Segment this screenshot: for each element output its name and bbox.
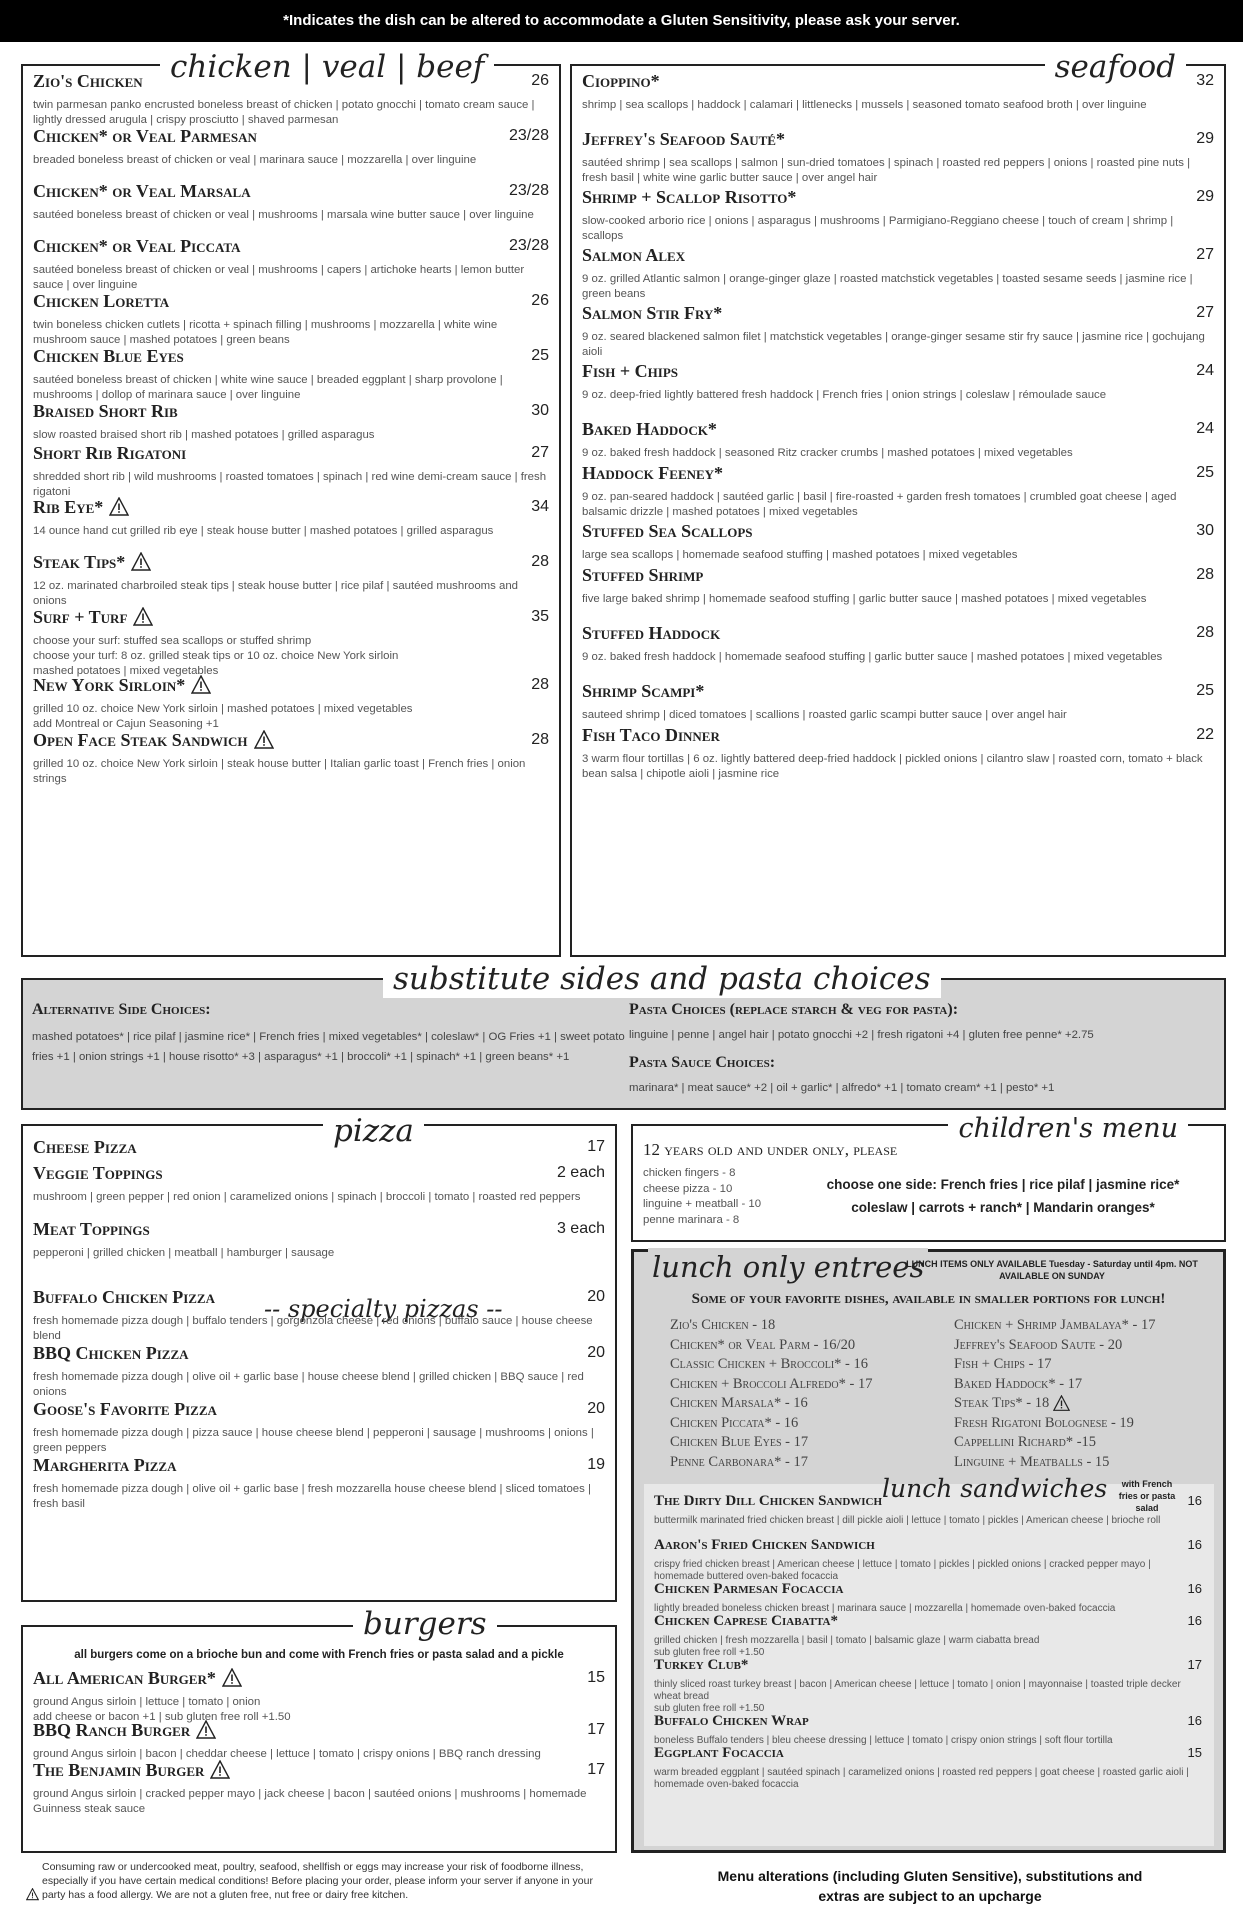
menu-item-title: Cioppino* (582, 71, 660, 91)
sandwich-item-name (654, 1578, 1202, 1600)
burger-item-name (33, 1667, 605, 1689)
menu-item-price: 25 (1196, 682, 1214, 699)
sandwich-item-description: grilled chicken | fresh mozzarella | basil | tomato | balsamic glaze | warm ciabatta bread sub gluten free roll +1.50 (654, 1635, 1040, 1658)
burger-item (33, 1759, 605, 1817)
specialty-pizza-item-price: 19 (587, 1456, 605, 1473)
menu-item (33, 345, 549, 403)
burger-item-title: All American Burger* (33, 1668, 216, 1688)
menu-item (33, 125, 549, 168)
lunch-item (954, 1355, 1155, 1375)
sandwich-note: with French fries or pasta salad (1118, 1479, 1176, 1513)
burger-item-description: ground Angus sirloin | lettuce | tomato | onion add cheese or bacon +1 | sub gluten free roll +1.50 (33, 1696, 291, 1723)
pizza-item-title: Veggie Toppings (33, 1163, 163, 1183)
menu-item-title: Shrimp + Scallop Risotto* (582, 187, 797, 207)
lunch-item (670, 1355, 872, 1375)
lunch-item-label: Chicken Piccata* - 16 (670, 1414, 799, 1431)
childrens-title: children's menu (948, 1110, 1188, 1148)
menu-item-title: Haddock Feeney* (582, 463, 724, 483)
lunch-item (954, 1375, 1155, 1395)
menu-item-price: 27 (531, 444, 549, 461)
childrens-items (643, 1166, 761, 1228)
menu-item-name (582, 418, 1214, 440)
lunch-item (954, 1394, 1155, 1414)
warning-icon (191, 675, 211, 695)
burgers-section (21, 1606, 617, 1853)
pizza-item-price: 17 (587, 1138, 605, 1155)
pizza-title: pizza (323, 1112, 424, 1150)
sandwich-item (654, 1610, 1202, 1659)
menu-item-description: 9 oz. deep-fried lightly battered fresh haddock | French fries | onion strings | coleslaw | rémoulade sauce (582, 389, 1107, 401)
lunch-item-label: Chicken + Shrimp Jambalaya* - 17 (954, 1317, 1156, 1333)
sandwich-item (654, 1742, 1202, 1791)
seafood-section (570, 49, 1226, 957)
menu-item (33, 551, 549, 609)
sandwich-item-title: Buffalo Chicken Wrap (654, 1713, 809, 1729)
lunch-right-column (954, 1316, 1155, 1472)
menu-item-title: Braised Short Rib (33, 401, 178, 421)
menu-item-title: Fish Taco Dinner (582, 725, 720, 745)
menu-item-title: Chicken Loretta (33, 291, 170, 311)
specialty-pizza-item-price: 20 (587, 1400, 605, 1417)
menu-item (582, 520, 1214, 563)
lunch-item (954, 1336, 1155, 1356)
childrens-side-line-1: choose one side: French fries | rice pilaf | jasmine rice* (826, 1177, 1180, 1192)
menu-item-price: 27 (1196, 304, 1214, 321)
sandwich-item-title: Aaron's Fried Chicken Sandwich (654, 1537, 875, 1553)
menu-item-description: 3 warm flour tortillas | 6 oz. lightly battered deep-fried haddock | pickled onions | cilantro slaw | roasted corn, tomato + black bean salsa | chipotle aioli | jasmine rice (582, 753, 1203, 780)
burger-item-name (33, 1759, 605, 1781)
menu-item-price: 29 (1196, 188, 1214, 205)
menu-item-price: 26 (531, 72, 549, 89)
menu-item-title: Stuffed Haddock (582, 623, 721, 643)
menu-item-name (582, 680, 1214, 702)
sandwich-item-description: boneless Buffalo tenders | bleu cheese dressing | lettuce | tomato | crispy onion strings | soft flour tortilla (654, 1735, 1113, 1746)
menu-item-description: twin parmesan panko encrusted boneless breast of chicken | potato gnocchi | tomato cream sauce | lightly dressed arugula | crispy prosciutto | shaved parmesan (33, 99, 535, 126)
menu-item-price: 28 (1196, 566, 1214, 583)
menu-item-title: Rib Eye* (33, 497, 104, 517)
menu-item-price: 27 (1196, 246, 1214, 263)
pizza-item-description: mushroom | green pepper | red onion | caramelized onions | spinach | broccoli | tomato | roasted red peppers (33, 1191, 581, 1203)
lunch-item (670, 1433, 872, 1453)
menu-item-price: 25 (1196, 464, 1214, 481)
sandwich-item-description: thinly sliced roast turkey breast | bacon | American cheese | lettuce | tomato | onion | mayonnaise | toasted triple decker wheat bread sub gluten free roll +1.50 (654, 1679, 1181, 1714)
menu-item (582, 680, 1214, 723)
childrens-item: chicken fingers - 8 (643, 1167, 736, 1179)
menu-item-price: 30 (531, 402, 549, 419)
childrens-header: 12 years old and under only, please (643, 1140, 898, 1159)
pizza-item (33, 1218, 605, 1261)
lunch-item-label: Jeffrey's Seafood Saute - 20 (954, 1336, 1123, 1353)
specialty-pizza-item (33, 1342, 605, 1400)
sandwich-item-description: warm breaded eggplant | sautéed spinach | caramelized onions | roasted red peppers | goat cheese | roasted garlic aioli | homemade oven-baked focaccia (654, 1767, 1189, 1790)
sandwich-item-price: 16 (1187, 1581, 1202, 1596)
menu-item-price: 29 (1196, 130, 1214, 147)
specialty-pizza-item-name (33, 1286, 605, 1308)
lunch-item (954, 1433, 1155, 1453)
menu-item-name (33, 180, 549, 202)
seafood-title: seafood (1045, 48, 1186, 86)
specialty-pizza-item-title: Goose's Favorite Pizza (33, 1399, 217, 1419)
sandwich-item-name (654, 1490, 1202, 1512)
burger-item-title: The Benjamin Burger (33, 1760, 205, 1780)
specialty-pizza-item-name (33, 1342, 605, 1364)
menu-item-name (33, 606, 549, 628)
menu-item-price: 35 (531, 608, 549, 625)
menu-item (33, 729, 549, 787)
pasta-sauce-text: marinara* | meat sauce* +2 | oil + garlic* | alfredo* +1 | tomato cream* +1 | pesto* +1 (629, 1082, 1055, 1094)
sandwich-item-title: Chicken Parmesan Focaccia (654, 1581, 844, 1597)
warning-icon (109, 497, 129, 517)
sandwich-item-price: 16 (1187, 1493, 1202, 1508)
menu-item-title: Zio's Chicken (33, 71, 143, 91)
menu-item (582, 302, 1214, 360)
menu-item-description: 9 oz. baked fresh haddock | seasoned Ritz cracker crumbs | mashed potatoes | mixed vegetables (582, 447, 1073, 459)
menu-item (582, 724, 1214, 782)
menu-item-title: New York Sirloin* (33, 675, 186, 695)
menu-item-name (582, 724, 1214, 746)
sandwich-item-name (654, 1610, 1202, 1632)
menu-item-name (33, 551, 549, 573)
menu-item-description: choose your surf: stuffed sea scallops or stuffed shrimp choose your turf: 8 oz. grilled steak tips or 10 oz. choice New York sirloin mashed potatoes | mixed vegetables (33, 635, 399, 677)
childrens-item: linguine + meatball - 10 (643, 1198, 762, 1210)
lunch-subtitle: Some of your favorite dishes, available in smaller portions for lunch! (691, 1291, 1166, 1307)
childrens-item: cheese pizza - 10 (643, 1182, 733, 1195)
menu-item-title: Stuffed Sea Scallops (582, 521, 753, 541)
menu-item-description: grilled 10 oz. choice New York sirloin | steak house butter | Italian garlic toast | French fries | onion strings (33, 758, 526, 785)
burger-item (33, 1719, 605, 1762)
menu-item-description: sautéed shrimp | sea scallops | salmon | sun-dried tomatoes | spinach | roasted red peppers | onions | roasted pine nuts | fresh basil | white wine garlic butter sauce | over angel hair (582, 157, 1191, 184)
sandwich-panel (644, 1474, 1214, 1846)
menu-item-name (33, 496, 549, 518)
pasta-choices-title: Pasta Choices (replace starch & veg for pasta): (629, 1001, 959, 1018)
menu-item-name (582, 360, 1214, 382)
childrens-side-line-2: coleslaw | carrots + ranch* | Mandarin oranges* (851, 1200, 1155, 1215)
menu-item-description: five large baked shrimp | homemade seafood stuffing | garlic butter sauce | mashed potatoes | mixed vegetables (582, 593, 1147, 605)
specialty-pizza-item-title: Buffalo Chicken Pizza (33, 1287, 215, 1307)
burger-item-title: BBQ Ranch Burger (33, 1720, 191, 1740)
menu-item-price: 28 (1196, 624, 1214, 641)
menu-item-title: Stuffed Shrimp (582, 565, 704, 585)
specialty-pizza-item-price: 20 (587, 1288, 605, 1305)
sandwich-item-name (654, 1742, 1202, 1764)
menu-item (582, 622, 1214, 665)
lunch-item (954, 1316, 1155, 1336)
footer-upcharge-note: Menu alterations (including Gluten Sensitive), substitutions and extras are subject to an upcharge (717, 1868, 1143, 1904)
sandwich-item-price: 16 (1187, 1613, 1202, 1628)
lunch-item (670, 1394, 872, 1414)
menu-item-description: 14 ounce hand cut grilled rib eye | steak house butter | mashed potatoes | grilled asparagus (33, 525, 494, 537)
menu-item-title: Fish + Chips (582, 361, 678, 381)
menu-item-name (33, 290, 549, 312)
lunch-item-label: Chicken Marsala* - 16 (670, 1395, 808, 1411)
menu-item (33, 235, 549, 293)
lunch-item (670, 1414, 872, 1434)
menu-item-name (33, 70, 549, 92)
menu-item-title: Shrimp Scampi* (582, 681, 705, 701)
substitute-section (21, 961, 1226, 1110)
burger-item-description: ground Angus sirloin | cracked pepper mayo | jack cheese | bacon | sautéed onions | mushrooms | homemade Guinness steak sauce (33, 1788, 587, 1815)
substitute-title: substitute sides and pasta choices (383, 960, 941, 998)
footer-disclaimer-text: Consuming raw or undercooked meat, poultry, seafood, shellfish or eggs may increase your risk of foodborne illness, especially if you have certain medical conditions! Before placing your order, please inform your server if anyone in your party has a food allergy. We are not a gluten free, nut free or dairy free kitchen. (42, 1861, 593, 1901)
lunch-section (631, 1249, 1226, 1853)
burger-note: all burgers come on a brioche bun and come with French fries or pasta salad and a pickle (74, 1649, 564, 1661)
childrens-sides (788, 1173, 1218, 1219)
menu-item (582, 70, 1214, 113)
pizza-item-title: Cheese Pizza (33, 1137, 137, 1157)
menu-item-title: Chicken* or Veal Parmesan (33, 126, 257, 146)
chicken-veal-beef-title: chicken | veal | beef (160, 48, 494, 86)
menu-item-description: sautéed boneless breast of chicken or veal | mushrooms | capers | artichoke hearts | lemon butter sauce | over linguine (33, 264, 525, 291)
menu-item-title: Surf + Turf (33, 607, 128, 627)
sandwich-item (654, 1654, 1202, 1715)
lunch-item (670, 1316, 872, 1336)
alternative-sides-text: mashed potatoes* | rice pilaf | jasmine rice* | French fries | mixed vegetables* | coleslaw* | OG Fries +1 | sweet potato fries +1 | onion strings +1 | house risotto* +3 | asparagus* +1 | broccoli* +1 | spinach* +1 | green beans* +1 (32, 1031, 625, 1063)
specialty-pizza-item-title: Margherita Pizza (33, 1455, 177, 1475)
chicken-veal-beef-section (21, 49, 561, 957)
specialty-pizza-item-name (33, 1398, 605, 1420)
sandwich-item-price: 15 (1187, 1745, 1202, 1760)
pizza-section (21, 1113, 617, 1602)
menu-item-title: Chicken Blue Eyes (33, 346, 184, 366)
menu-item (33, 606, 549, 679)
sandwich-item-name (654, 1710, 1202, 1732)
sandwich-item-price: 17 (1187, 1657, 1202, 1672)
menu-item-description: sautéed boneless breast of chicken | white wine sauce | breaded eggplant | sharp provolone | mushrooms | dollop of marinara sauce | over linguine (33, 374, 503, 401)
menu-item-price: 24 (1196, 362, 1214, 379)
menu-item-description: breaded boneless breast of chicken or veal | marinara sauce | mozzarella | over linguine (33, 154, 477, 166)
menu-item-name (582, 520, 1214, 542)
warning-icon (254, 730, 274, 750)
pizza-item-price: 2 each (556, 1164, 605, 1181)
menu-item-name (33, 442, 549, 464)
burger-item-price: 17 (587, 1721, 605, 1738)
menu-item-price: 28 (531, 553, 549, 570)
lunch-title: lunch only entrees (648, 1248, 928, 1286)
lunch-item-label: Chicken Blue Eyes - 17 (670, 1434, 809, 1450)
menu-item (33, 442, 549, 500)
sandwich-item-title: Eggplant Focaccia (654, 1745, 784, 1761)
pizza-item (33, 1136, 605, 1158)
lunch-item-label: Fresh Rigatoni Bolognese - 19 (954, 1414, 1134, 1431)
menu-item-title: Short Rib Rigatoni (33, 443, 187, 463)
menu-item-title: Salmon Stir Fry* (582, 303, 723, 323)
menu-item-description: 9 oz. baked fresh haddock | homemade seafood stuffing | garlic butter sauce | mashed potatoes | mixed vegetables (582, 651, 1163, 663)
lunch-item-label: Cappellini Richard* -15 (954, 1434, 1097, 1450)
menu-item-description: 9 oz. grilled Atlantic salmon | orange-ginger glaze | roasted matchstick vegetables | toasted sesame seeds | jasmine rice | green beans (582, 273, 1193, 300)
menu-item-price: 30 (1196, 522, 1214, 539)
footer-warning-icon (26, 1888, 39, 1901)
menu-item-title: Baked Haddock* (582, 419, 717, 439)
sandwich-item-title: Turkey Club* (654, 1657, 749, 1673)
specialty-pizza-item (33, 1286, 605, 1344)
warning-icon (210, 1760, 230, 1780)
pasta-choices-text: linguine | penne | angel hair | potato gnocchi +2 | fresh rigatoni +4 | gluten free penne* +2.75 (629, 1029, 1094, 1041)
pizza-item (33, 1162, 605, 1205)
warning-icon (133, 607, 153, 627)
menu-item-name (33, 729, 549, 751)
menu-item (33, 290, 549, 348)
warning-icon (131, 552, 151, 572)
menu-item-description: large sea scallops | homemade seafood stuffing | mashed potatoes | mixed vegetables (582, 549, 1018, 561)
childrens-item: penne marinara - 8 (643, 1213, 740, 1226)
menu-item (582, 564, 1214, 607)
sandwich-item-description: lightly breaded boneless chicken breast | marinara sauce | mozzarella | homemade oven-baked focaccia (654, 1603, 1116, 1614)
menu-item (33, 674, 549, 732)
menu-item (33, 180, 549, 223)
menu-item-name (33, 235, 549, 257)
menu-item-title: Steak Tips* (33, 552, 126, 572)
menu-item (33, 496, 549, 539)
menu-item-description: slow roasted braised short rib | mashed potatoes | grilled asparagus (33, 429, 375, 441)
lunch-item-label: Zio's Chicken - 18 (670, 1317, 776, 1333)
specialty-pizza-item-title: BBQ Chicken Pizza (33, 1343, 189, 1363)
menu-item-name (582, 302, 1214, 324)
specialty-pizza-item (33, 1454, 605, 1512)
specialty-pizza-item-description: fresh homemade pizza dough | olive oil + garlic base | house cheese blend | grilled chicken | BBQ sauce | red onions (33, 1371, 584, 1398)
menu-item-name (582, 462, 1214, 484)
pasta-sauce-title: Pasta Sauce Choices: (629, 1054, 776, 1071)
specialty-pizza-item-description: fresh homemade pizza dough | olive oil + garlic base | fresh mozzarella house cheese blend | sliced tomatoes | fresh basil (33, 1483, 591, 1510)
burger-item (33, 1667, 605, 1725)
menu-item-description: sauteed shrimp | diced tomatoes | scallions | roasted garlic scampi butter sauce | over angel hair (582, 709, 1067, 721)
menu-item-title: Salmon Alex (582, 245, 686, 265)
lunch-item (670, 1453, 872, 1473)
specialty-pizza-item-description: fresh homemade pizza dough | pizza sauce | house cheese blend | pepperoni | sausage | mushrooms | onions | green peppers (33, 1427, 594, 1454)
menu-item-price: 25 (531, 347, 549, 364)
menu-item-price: 28 (531, 731, 549, 748)
menu-item-title: Jeffrey's Seafood Sauté* (582, 129, 785, 149)
sandwich-item-name (654, 1534, 1202, 1556)
menu-item-price: 34 (531, 498, 549, 515)
menu-item (582, 418, 1214, 461)
menu-item-price: 23/28 (508, 127, 549, 144)
menu-item-description: twin boneless chicken cutlets | ricotta + spinach filling | mushrooms | mozzarella | white wine mushroom sauce | mashed potatoes | green beans (33, 319, 498, 346)
menu-item-description: 9 oz. seared blackened salmon filet | matchstick vegetables | orange-ginger sesame stir fry sauce | jasmine rice | gochujang aioli (582, 331, 1205, 358)
pizza-item-name (33, 1162, 605, 1184)
menu-item-title: Open Face Steak Sandwich (33, 730, 248, 750)
pizza-item-name (33, 1136, 605, 1158)
specialty-pizza-item-price: 20 (587, 1344, 605, 1361)
sandwich-item (654, 1534, 1202, 1583)
menu-item (582, 462, 1214, 520)
lunch-item (670, 1336, 872, 1356)
lunch-item-label: Chicken* or Veal Parm - 16/20 (670, 1336, 856, 1353)
sandwich-item-description: buttermilk marinated fried chicken breast | dill pickle aioli | lettuce | tomato | pickles | American cheese | brioche roll (654, 1515, 1161, 1526)
specialty-pizzas-title: -- specialty pizzas -- (258, 1290, 508, 1328)
lunch-item-label: Penne Carbonara* - 17 (670, 1453, 808, 1470)
burger-item-description: ground Angus sirloin | bacon | cheddar cheese | lettuce | tomato | crispy onions | BBQ ranch dressing (33, 1748, 541, 1760)
lunch-item-label: Linguine + Meatballs - 15 (954, 1453, 1110, 1470)
alternative-sides-title: Alternative Side Choices: (32, 1001, 211, 1018)
pizza-item-description: pepperoni | grilled chicken | meatball | hamburger | sausage (33, 1247, 335, 1259)
menu-item (33, 400, 549, 443)
menu-item (33, 70, 549, 128)
menu-item-description: grilled 10 oz. choice New York sirloin | mashed potatoes | mixed vegetables add Montreal or Cajun Seasoning +1 (33, 703, 413, 730)
gluten-banner: *Indicates the dish can be altered to accommodate a Gluten Sensitivity, please ask your server. (0, 0, 1243, 42)
menu-item-name (33, 345, 549, 367)
specialty-pizza-item-description: fresh homemade pizza dough | buffalo tenders | gorgonzola cheese | red onions | buffalo sauce | house cheese blend (33, 1315, 593, 1342)
menu-item-name (33, 674, 549, 696)
sandwich-item-name (654, 1654, 1202, 1676)
menu-item-name (582, 564, 1214, 586)
warning-icon (196, 1720, 216, 1740)
menu-item-description: 12 oz. marinated charbroiled steak tips | steak house butter | rice pilaf | sautéed mushrooms and onions (33, 580, 519, 607)
menu-item-price: 23/28 (508, 237, 549, 254)
lunch-item-label: Fish + Chips - 17 (954, 1356, 1052, 1372)
pizza-item-name (33, 1218, 605, 1240)
pizza-item-price: 3 each (556, 1220, 605, 1237)
menu-item-price: 32 (1196, 72, 1214, 89)
burgers-title: burgers (353, 1605, 497, 1643)
burger-item-price: 15 (587, 1669, 605, 1686)
menu-item-description: shrimp | sea scallops | haddock | calamari | littlenecks | mussels | seasoned tomato seafood broth | over linguine (582, 99, 1147, 111)
menu-item-description: slow-cooked arborio rice | onions | asparagus | mushrooms | Parmigiano-Reggiano cheese | touch of cream | shrimp | scallops (582, 215, 1174, 242)
lunch-note: LUNCH ITEMS ONLY AVAILABLE Tuesday - Saturday until 4pm. NOT AVAILABLE ON SUNDAY (906, 1259, 1198, 1281)
warning-icon (1053, 1395, 1070, 1412)
lunch-left-column (670, 1316, 872, 1472)
burger-item-price: 17 (587, 1761, 605, 1778)
menu-item-description: shredded short rib | wild mushrooms | roasted tomatoes | spinach | red wine demi-cream sauce | fresh rigatoni (33, 471, 547, 498)
lunch-item-label: Chicken + Broccoli Alfredo* - 17 (670, 1375, 873, 1392)
menu-item-description: 9 oz. pan-seared haddock | sautéed garlic | basil | fire-roasted + garden fresh tomatoes | crumbled goat cheese | aged balsamic drizzle | mashed potatoes | mixed vegetables (582, 491, 1177, 518)
menu-item-name (33, 400, 549, 422)
specialty-pizza-item (33, 1398, 605, 1456)
menu-item-name (582, 70, 1214, 92)
menu-item (582, 128, 1214, 186)
menu-item-name (582, 244, 1214, 266)
burger-item-name (33, 1719, 605, 1741)
lunch-item-label: Baked Haddock* - 17 (954, 1375, 1083, 1392)
sandwich-item (654, 1490, 1202, 1527)
menu-item-name (582, 622, 1214, 644)
menu-item (582, 360, 1214, 403)
menu-item-price: 26 (531, 292, 549, 309)
menu-item-title: Chicken* or Veal Marsala (33, 181, 251, 201)
specialty-pizza-item-name (33, 1454, 605, 1476)
lunch-item-label: Classic Chicken + Broccoli* - 16 (670, 1356, 869, 1372)
menu-item-title: Chicken* or Veal Piccata (33, 236, 241, 256)
lunch-sandwiches-title: lunch sandwiches (882, 1474, 1108, 1503)
footer-disclaimer (26, 1860, 616, 1902)
sandwich-item-title: Chicken Caprese Ciabatta* (654, 1613, 839, 1629)
sandwich-item-title: The Dirty Dill Chicken Sandwich (654, 1493, 883, 1509)
lunch-item (670, 1375, 872, 1395)
menu-item-price: 28 (531, 676, 549, 693)
sandwich-item-price: 16 (1187, 1713, 1202, 1728)
sandwich-item-price: 16 (1187, 1537, 1202, 1552)
lunch-item-label: Steak Tips* - 18 (954, 1395, 1050, 1411)
pizza-item-title: Meat Toppings (33, 1219, 150, 1239)
menu-item-price: 23/28 (508, 182, 549, 199)
menu-item-name (582, 128, 1214, 150)
menu-item (582, 186, 1214, 244)
warning-icon (222, 1668, 242, 1688)
menu-item-name (582, 186, 1214, 208)
menu-item-name (33, 125, 549, 147)
menu-item-description: sautéed boneless breast of chicken or veal | mushrooms | marsala wine butter sauce | over linguine (33, 209, 534, 221)
menu-item (582, 244, 1214, 302)
menu-item-price: 22 (1196, 726, 1214, 743)
childrens-section (631, 1113, 1226, 1242)
lunch-item (954, 1414, 1155, 1434)
sandwich-item-description: crispy fried chicken breast | American cheese | lettuce | tomato | pickles | pickled onions | cracked pepper mayo | homemade buttered oven-baked focaccia (654, 1559, 1151, 1582)
menu-item-price: 24 (1196, 420, 1214, 437)
